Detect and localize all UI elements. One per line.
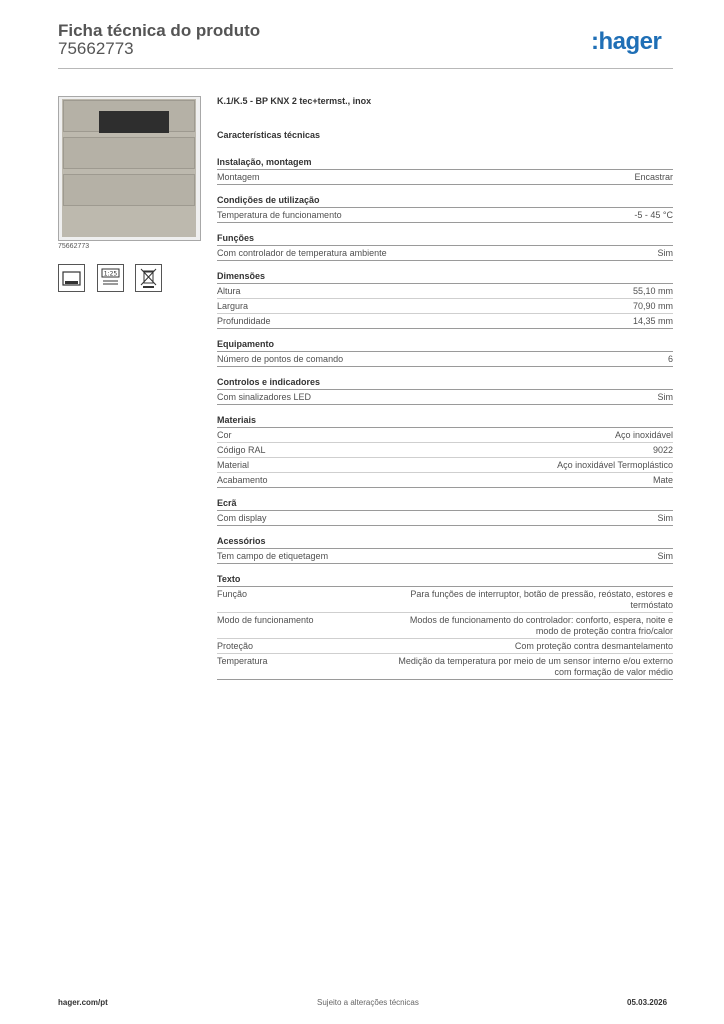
spec-label: Proteção — [217, 641, 254, 651]
spec-label: Com controlador de temperatura ambiente — [217, 248, 387, 258]
spec-row — [217, 170, 673, 185]
photo-caption: 75662773 — [58, 243, 90, 250]
spec-value: Aço inoxidável Termoplástico — [557, 460, 673, 470]
spec-row — [217, 458, 673, 473]
spec-value: 55,10 mm — [632, 286, 673, 296]
device-frame-icon — [58, 264, 85, 292]
spec-value: Sim — [657, 551, 673, 561]
spec-value: Mate — [652, 475, 673, 485]
spec-row — [217, 352, 673, 367]
knx-program-icon — [97, 264, 124, 292]
spec-row — [217, 613, 673, 639]
spec-label: Largura — [217, 301, 249, 311]
spec-value: Medição da temperatura por meio de um sensor interno e/ou externo com formação de valor médio — [398, 656, 673, 677]
spec-section — [217, 497, 673, 526]
spec-section — [217, 194, 673, 223]
section-heading: Funções — [217, 232, 673, 246]
spec-section — [217, 156, 673, 185]
spec-section — [217, 338, 673, 367]
spec-row — [217, 639, 673, 654]
lcd-display — [99, 111, 169, 133]
spec-row — [217, 654, 673, 680]
section-heading: Condições de utilização — [217, 194, 673, 208]
spec-row — [217, 390, 673, 405]
section-heading: Controlos e indicadores — [217, 376, 673, 390]
spec-value: 14,35 mm — [632, 316, 673, 326]
product-name: K.1/K.5 - BP KNX 2 tec+termst., inox — [217, 96, 372, 106]
spec-row — [217, 246, 673, 261]
spec-value: 70,90 mm — [632, 301, 673, 311]
spec-section — [217, 535, 673, 564]
spec-section — [217, 270, 673, 329]
spec-label: Com display — [217, 513, 267, 523]
section-heading: Equipamento — [217, 338, 673, 352]
section-heading: Acessórios — [217, 535, 673, 549]
spec-value: 6 — [667, 354, 673, 364]
spec-value: Aço inoxidável — [614, 430, 673, 440]
section-heading: Materiais — [217, 414, 673, 428]
spec-sections — [217, 156, 673, 689]
spec-value: Para funções de interruptor, botão de pressão, reóstato, estores e termóstato — [410, 589, 673, 610]
rocker-bottom — [63, 174, 195, 206]
spec-label: Função — [217, 589, 248, 599]
section-heading: Dimensões — [217, 270, 673, 284]
spec-label: Número de pontos de comando — [217, 354, 344, 364]
spec-label: Tem campo de etiquetagem — [217, 551, 329, 561]
spec-row — [217, 314, 673, 329]
spec-row — [217, 511, 673, 526]
spec-label: Acabamento — [217, 475, 268, 485]
spec-value: -5 - 45 °C — [634, 210, 673, 220]
spec-value: 9022 — [652, 445, 673, 455]
spec-row — [217, 208, 673, 223]
spec-value: Sim — [657, 392, 673, 402]
weee-crossed-bin-icon — [135, 264, 162, 292]
spec-label: Altura — [217, 286, 241, 296]
spec-label: Código RAL — [217, 445, 266, 455]
spec-label: Temperatura de funcionamento — [217, 210, 342, 220]
footer-note: Sujeito a alterações técnicas — [317, 998, 419, 1007]
spec-section — [217, 414, 673, 488]
header-divider — [58, 68, 673, 69]
spec-section — [217, 232, 673, 261]
spec-value: Sim — [657, 248, 673, 258]
section-heading: Ecrã — [217, 497, 673, 511]
footer-date: 05.03.2026 — [627, 998, 668, 1007]
spec-label: Cor — [217, 430, 232, 440]
spec-label: Temperatura — [217, 656, 268, 666]
spec-label: Com sinalizadores LED — [217, 392, 312, 402]
hager-logo: :hager — [591, 28, 662, 55]
spec-row — [217, 443, 673, 458]
spec-label: Montagem — [217, 172, 260, 182]
spec-label: Profundidade — [217, 316, 271, 326]
spec-label: Material — [217, 460, 250, 470]
spec-row — [217, 284, 673, 299]
specs-title: Características técnicas — [217, 130, 321, 140]
rocker-top — [63, 100, 195, 132]
switch-plate — [62, 99, 196, 237]
page-title: Ficha técnica do produto — [58, 21, 261, 40]
section-heading: Texto — [217, 573, 673, 587]
svg-text:1:25: 1:25 — [103, 270, 118, 278]
spec-row — [217, 587, 673, 613]
spec-row — [217, 299, 673, 314]
spec-section — [217, 376, 673, 405]
spec-value: Com proteção contra desmantelamento — [514, 641, 673, 651]
product-photo — [58, 96, 201, 241]
spec-label: Modo de funcionamento — [217, 615, 314, 625]
section-heading: Instalação, montagem — [217, 156, 673, 170]
spec-value: Sim — [657, 513, 673, 523]
footer-website: hager.com/pt — [58, 998, 108, 1007]
spec-value: Encastrar — [634, 172, 673, 182]
product-code: 75662773 — [58, 39, 134, 58]
rocker-middle — [63, 137, 195, 169]
spec-row — [217, 473, 673, 488]
spec-row — [217, 428, 673, 443]
spec-value: Modos de funcionamento do controlador: conforto, espera, noite e modo de proteção contra frio/calor — [409, 615, 673, 636]
spec-row — [217, 549, 673, 564]
spec-section — [217, 573, 673, 680]
